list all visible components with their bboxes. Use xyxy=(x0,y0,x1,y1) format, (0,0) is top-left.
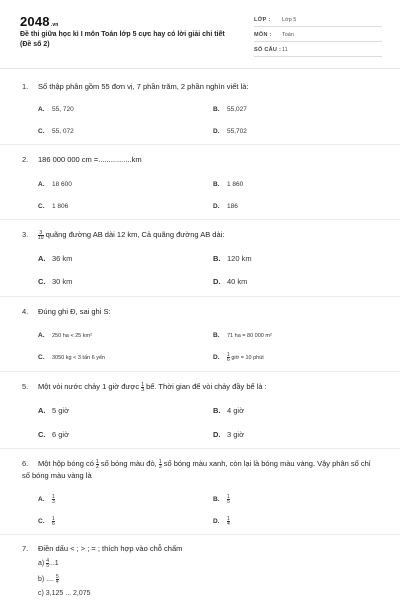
exam-title: Đề thi giữa học kì I môn Toán lớp 5 cực hay có lời giải chi tiết (Đề số 2) xyxy=(20,31,225,48)
comparison-item-a: a) $\frac{4}{5}$ ...1 xyxy=(38,557,59,569)
fraction: $\frac{1}{2}$ xyxy=(95,458,99,470)
fraction: $\frac{1}{6}$ xyxy=(227,352,230,364)
option-b[interactable]: B. 120 km xyxy=(213,254,252,263)
question-stem: 4. Đúng ghi Đ, sai ghi S: xyxy=(22,307,111,316)
question-stem: 2. 186 000 000 cm =................km xyxy=(22,155,142,164)
question-divider xyxy=(0,144,400,145)
question-divider xyxy=(0,534,400,535)
option-d[interactable]: D. $\frac{1}{4}$ xyxy=(213,516,230,527)
option-a[interactable]: A. 55, 720 xyxy=(38,106,74,113)
fraction: $\frac{1}{3}$ xyxy=(141,381,144,393)
fraction: $\frac{1}{6}$ xyxy=(52,516,55,527)
option-b[interactable]: B. 55,027 xyxy=(213,106,247,113)
option-d[interactable]: D. 40 km xyxy=(213,277,248,286)
question-divider xyxy=(0,448,400,449)
meta-subject: MÔN : Toán xyxy=(254,29,382,42)
question-stem: 7. Điền dấu < ; > ; = ; thích hợp vào chỗ chấm xyxy=(22,544,183,553)
option-a[interactable]: A. 36 km xyxy=(38,254,73,263)
option-c[interactable]: C. 1 806 xyxy=(38,203,69,210)
fraction: $\frac{1}{4}$ xyxy=(227,516,230,527)
fraction: $\frac{3}{10}$ xyxy=(38,229,44,241)
option-a[interactable]: A. 18 600 xyxy=(38,181,72,188)
question-stem: 1. Số thập phân gồm 55 đơn vị, 7 phần trăm, 2 phần nghìn viết là: xyxy=(22,82,249,91)
option-d[interactable]: D. 55,702 xyxy=(213,128,247,135)
question-stem: 5. Một vòi nước chảy 1 giờ được $\frac{1}{3}$ bể. Thời gian để vòi chảy đầy bể là : xyxy=(22,381,267,393)
option-d[interactable]: D. 186 xyxy=(213,203,238,210)
header-divider xyxy=(0,68,400,69)
comparison-item-b: b) .... $\frac{5}{4}$ xyxy=(38,573,59,585)
question-stem: 3. $\frac{3}{10}$ quãng đường AB dài 12 km, Cả quãng đường AB dài: xyxy=(22,229,225,241)
option-c[interactable]: C. $\frac{1}{6}$ xyxy=(38,516,55,527)
option-b[interactable]: B. $\frac{1}{5}$ xyxy=(213,494,230,505)
option-d[interactable]: D. 3 giờ xyxy=(213,430,245,439)
option-c[interactable]: C. 30 km xyxy=(38,277,73,286)
option-c[interactable]: C. 3050 kg < 3 tấn 6 yến xyxy=(38,354,106,361)
option-c[interactable]: C. 6 giờ xyxy=(38,430,70,439)
comparison-item-c: c) 3,125 ... 2,075 xyxy=(38,590,91,597)
option-b[interactable]: B. 1 860 xyxy=(213,181,244,188)
fraction: $\frac{1}{3}$ xyxy=(52,494,55,505)
option-b[interactable]: B. 4 giờ xyxy=(213,406,245,415)
option-a[interactable]: A. 250 ha < 25 km² xyxy=(38,332,92,339)
option-a[interactable]: A. 5 giờ xyxy=(38,406,70,415)
site-logo[interactable] xyxy=(20,14,59,29)
meta-count: SỐ CÂU : 11 xyxy=(254,44,382,57)
option-b[interactable]: B. 71 ha = 80 000 m² xyxy=(213,332,272,339)
question-divider xyxy=(0,219,400,220)
fraction: $\frac{1}{3}$ xyxy=(158,458,162,470)
logo-suffix: .vn xyxy=(50,22,59,28)
option-c[interactable]: C. 55, 072 xyxy=(38,128,74,135)
fraction: $\frac{5}{4}$ xyxy=(55,573,59,585)
option-d[interactable]: D. $\frac{1}{6}$ giờ = 10 phút xyxy=(213,352,264,364)
option-a[interactable]: A. $\frac{1}{3}$ xyxy=(38,494,55,505)
fraction: $\frac{1}{5}$ xyxy=(227,494,230,505)
question-divider xyxy=(0,296,400,297)
question-divider xyxy=(0,371,400,372)
meta-grade: LỚP : Lớp 5 xyxy=(254,14,382,27)
logo-text: 2048 xyxy=(20,14,50,29)
header xyxy=(0,0,400,62)
question-stem: 6. Một hộp bóng có $\frac{1}{2}$ số bóng màu đỏ, $\frac{1}{3}$ số bóng màu xanh, còn lại là bóng màu vàng. Vậy phân số chỉ số bóng màu vàng là xyxy=(22,458,371,480)
fraction: $\frac{4}{5}$ xyxy=(46,557,49,569)
